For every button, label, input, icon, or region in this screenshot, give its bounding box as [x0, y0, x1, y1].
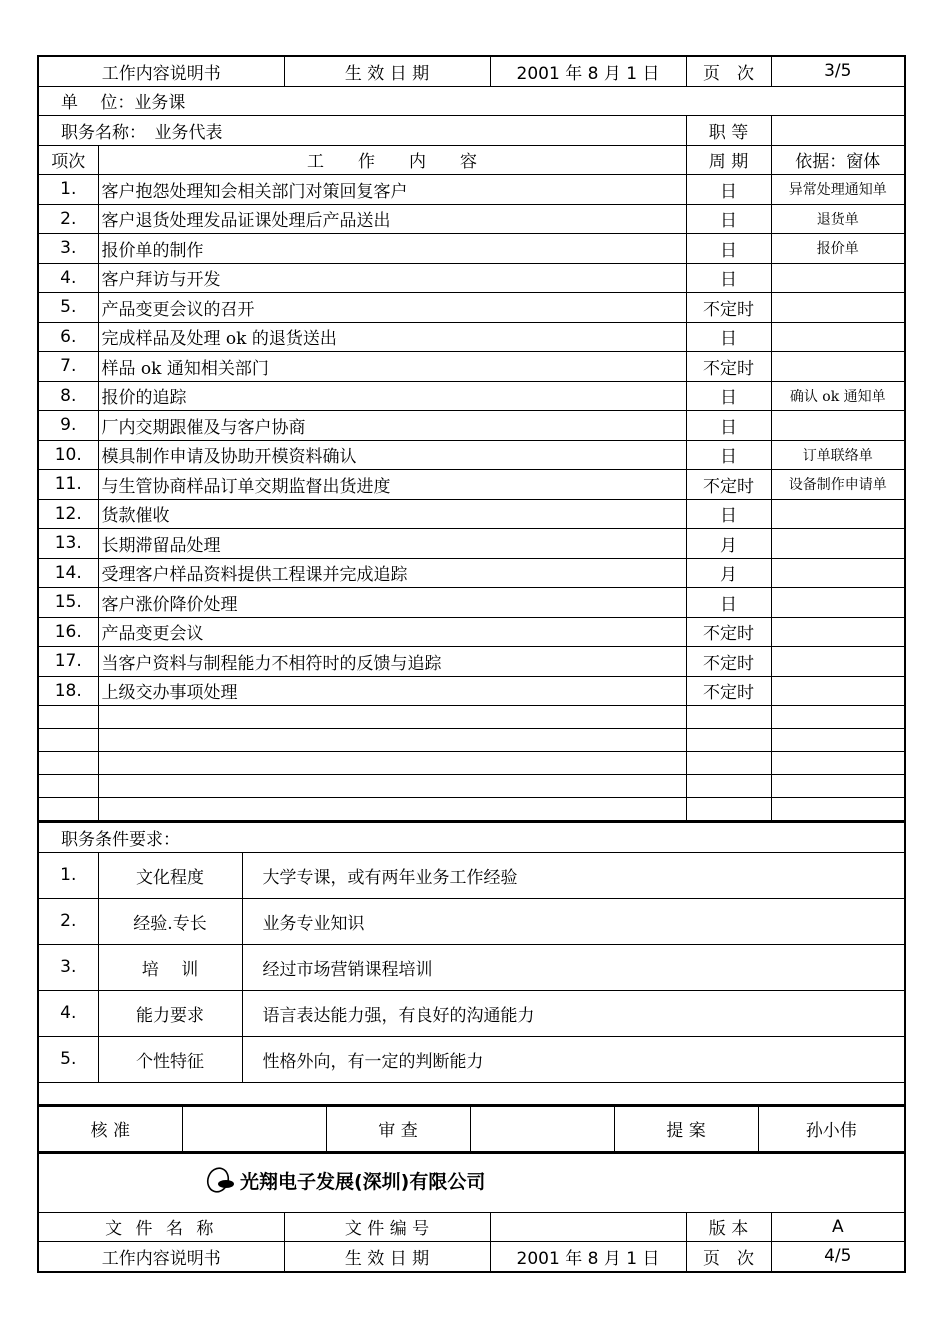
task-content: 长期滞留品处理	[98, 529, 686, 559]
page-value: 3/5	[771, 56, 905, 86]
task-cycle: 日	[686, 175, 771, 205]
version-label: 版 本	[686, 1212, 771, 1242]
task-basis: 报价单	[771, 234, 905, 264]
task-no: 4.	[38, 263, 98, 293]
requirements-title-row	[38, 823, 905, 853]
task-basis: 订单联络单	[771, 440, 905, 470]
task-no: 7.	[38, 352, 98, 382]
task-basis	[771, 647, 905, 677]
task-no: 18.	[38, 676, 98, 706]
requirement-row	[38, 990, 905, 1036]
requirement-label: 经验.专长	[98, 898, 242, 944]
task-basis	[771, 558, 905, 588]
col-basis: 依据：窗体	[771, 145, 905, 175]
task-basis	[771, 263, 905, 293]
requirements-table	[37, 822, 906, 1106]
task-table	[37, 55, 906, 822]
col-cycle: 周 期	[686, 145, 771, 175]
task-no: 15.	[38, 588, 98, 618]
company-cell	[38, 1153, 905, 1212]
task-content: 厂内交期跟催及与客户协商	[98, 411, 686, 441]
requirement-row	[38, 1036, 905, 1082]
requirement-label: 培 训	[98, 944, 242, 990]
task-row	[38, 175, 905, 205]
footer-doc-title: 工作内容说明书	[38, 1242, 284, 1272]
footer-row-1	[38, 1212, 905, 1242]
requirement-row	[38, 944, 905, 990]
footer-row-2	[38, 1242, 905, 1272]
task-content: 模具制作申请及协助开模资料确认	[98, 440, 686, 470]
task-basis: 异常处理通知单	[771, 175, 905, 205]
task-cycle: 不定时	[686, 352, 771, 382]
company-logo-icon	[204, 1165, 238, 1200]
requirements-title: 职务条件要求：	[38, 823, 905, 853]
file-name-label: 文 件 名 称	[38, 1212, 284, 1242]
job-title-row	[38, 116, 905, 146]
version-value: A	[771, 1212, 905, 1242]
approve-label: 核 准	[38, 1106, 182, 1152]
task-cycle: 日	[686, 263, 771, 293]
task-basis: 设备制作申请单	[771, 470, 905, 500]
task-row	[38, 588, 905, 618]
task-content: 产品变更会议的召开	[98, 293, 686, 323]
page-label-cell	[686, 56, 771, 86]
footer-effective-date: 2001 年 8 月 1 日	[490, 1242, 686, 1272]
blank-row	[38, 752, 905, 775]
approve-value	[182, 1106, 326, 1152]
requirement-row	[38, 898, 905, 944]
task-row	[38, 676, 905, 706]
task-cycle: 日	[686, 322, 771, 352]
task-cycle: 不定时	[686, 293, 771, 323]
blank-row	[38, 775, 905, 798]
requirement-label: 能力要求	[98, 990, 242, 1036]
task-row	[38, 647, 905, 677]
propose-label: 提 案	[614, 1106, 758, 1152]
unit-label: 单 位：业务课	[38, 86, 905, 116]
job-description-sheet	[37, 55, 904, 1273]
requirement-value: 业务专业知识	[242, 898, 905, 944]
task-no: 12.	[38, 499, 98, 529]
task-content: 与生管协商样品订单交期监督出货进度	[98, 470, 686, 500]
column-header-row	[38, 145, 905, 175]
task-content: 客户退货处理发品证课处理后产品送出	[98, 204, 686, 234]
task-content: 报价单的制作	[98, 234, 686, 264]
task-content: 完成样品及处理 ok 的退货送出	[98, 322, 686, 352]
approval-table	[37, 1106, 906, 1153]
task-basis	[771, 352, 905, 382]
task-basis	[771, 322, 905, 352]
task-no: 5.	[38, 293, 98, 323]
blank-row	[38, 729, 905, 752]
task-cycle: 日	[686, 588, 771, 618]
task-content: 受理客户样品资料提供工程课并完成追踪	[98, 558, 686, 588]
blank-row	[38, 1082, 905, 1105]
footer-table	[37, 1153, 906, 1273]
review-value	[470, 1106, 614, 1152]
task-row	[38, 440, 905, 470]
task-cycle: 日	[686, 440, 771, 470]
task-content: 报价的追踪	[98, 381, 686, 411]
task-cycle: 日	[686, 234, 771, 264]
task-no: 16.	[38, 617, 98, 647]
task-content: 客户抱怨处理知会相关部门对策回复客户	[98, 175, 686, 205]
task-cycle: 日	[686, 381, 771, 411]
header-row	[38, 56, 905, 86]
task-basis	[771, 529, 905, 559]
task-row	[38, 499, 905, 529]
propose-value: 孙小伟	[758, 1106, 905, 1152]
footer-page-label: 页 次	[686, 1242, 771, 1272]
task-row	[38, 470, 905, 500]
task-content: 客户拜访与开发	[98, 263, 686, 293]
task-content: 产品变更会议	[98, 617, 686, 647]
task-no: 3.	[38, 234, 98, 264]
task-basis: 确认 ok 通知单	[771, 381, 905, 411]
blank-row	[38, 706, 905, 729]
task-basis	[771, 499, 905, 529]
task-cycle: 不定时	[686, 676, 771, 706]
requirement-value: 经过市场营销课程培训	[242, 944, 905, 990]
task-list	[38, 175, 905, 706]
blank-row	[38, 798, 905, 822]
requirement-label: 文化程度	[98, 852, 242, 898]
task-row	[38, 204, 905, 234]
task-cycle: 日	[686, 411, 771, 441]
task-basis: 退货单	[771, 204, 905, 234]
page-label: 页 次	[703, 63, 754, 84]
task-row	[38, 617, 905, 647]
task-cycle: 月	[686, 558, 771, 588]
task-row	[38, 529, 905, 559]
task-cycle: 不定时	[686, 647, 771, 677]
task-cycle: 月	[686, 529, 771, 559]
requirement-no: 1.	[38, 852, 98, 898]
requirement-label: 个性特征	[98, 1036, 242, 1082]
company-row	[38, 1153, 905, 1212]
requirement-no: 3.	[38, 944, 98, 990]
task-no: 6.	[38, 322, 98, 352]
grade-value	[771, 116, 905, 146]
requirement-no: 4.	[38, 990, 98, 1036]
col-item: 项次	[38, 145, 98, 175]
task-row	[38, 558, 905, 588]
task-row	[38, 263, 905, 293]
unit-row	[38, 86, 905, 116]
task-no: 9.	[38, 411, 98, 441]
task-row	[38, 381, 905, 411]
file-no-value	[490, 1212, 686, 1242]
task-content: 样品 ok 通知相关部门	[98, 352, 686, 382]
requirement-value: 大学专课，或有两年业务工作经验	[242, 852, 905, 898]
task-content: 当客户资料与制程能力不相符时的反馈与追踪	[98, 647, 686, 677]
requirements-list	[38, 852, 905, 1082]
file-no-label: 文 件 编 号	[284, 1212, 490, 1242]
company-name: 光翔电子发展(深圳)有限公司	[240, 1171, 486, 1193]
task-basis	[771, 588, 905, 618]
task-row	[38, 293, 905, 323]
task-basis	[771, 411, 905, 441]
review-label: 审 查	[326, 1106, 470, 1152]
approval-row	[38, 1106, 905, 1152]
task-basis	[771, 293, 905, 323]
task-basis	[771, 617, 905, 647]
task-no: 10.	[38, 440, 98, 470]
requirement-value: 性格外向，有一定的判断能力	[242, 1036, 905, 1082]
requirement-no: 5.	[38, 1036, 98, 1082]
grade-label: 职 等	[686, 116, 771, 146]
job-title: 职务名称： 业务代表	[38, 116, 686, 146]
task-cycle: 不定时	[686, 617, 771, 647]
effective-label: 生 效 日 期	[284, 56, 490, 86]
col-content: 工 作 内 容	[98, 145, 686, 175]
requirement-row	[38, 852, 905, 898]
requirement-no: 2.	[38, 898, 98, 944]
task-content: 上级交办事项处理	[98, 676, 686, 706]
task-row	[38, 234, 905, 264]
task-row	[38, 352, 905, 382]
task-cycle: 不定时	[686, 470, 771, 500]
task-cycle: 日	[686, 499, 771, 529]
task-no: 1.	[38, 175, 98, 205]
effective-date: 2001 年 8 月 1 日	[490, 56, 686, 86]
task-no: 17.	[38, 647, 98, 677]
task-cycle: 日	[686, 204, 771, 234]
task-no: 8.	[38, 381, 98, 411]
task-content: 货款催收	[98, 499, 686, 529]
task-row	[38, 411, 905, 441]
doc-title: 工作内容说明书	[38, 56, 284, 86]
requirement-value: 语言表达能力强，有良好的沟通能力	[242, 990, 905, 1036]
task-no: 14.	[38, 558, 98, 588]
task-no: 11.	[38, 470, 98, 500]
footer-effective-label: 生 效 日 期	[284, 1242, 490, 1272]
task-content: 客户涨价降价处理	[98, 588, 686, 618]
footer-page-value: 4/5	[771, 1242, 905, 1272]
task-row	[38, 322, 905, 352]
task-no: 2.	[38, 204, 98, 234]
task-no: 13.	[38, 529, 98, 559]
task-basis	[771, 676, 905, 706]
